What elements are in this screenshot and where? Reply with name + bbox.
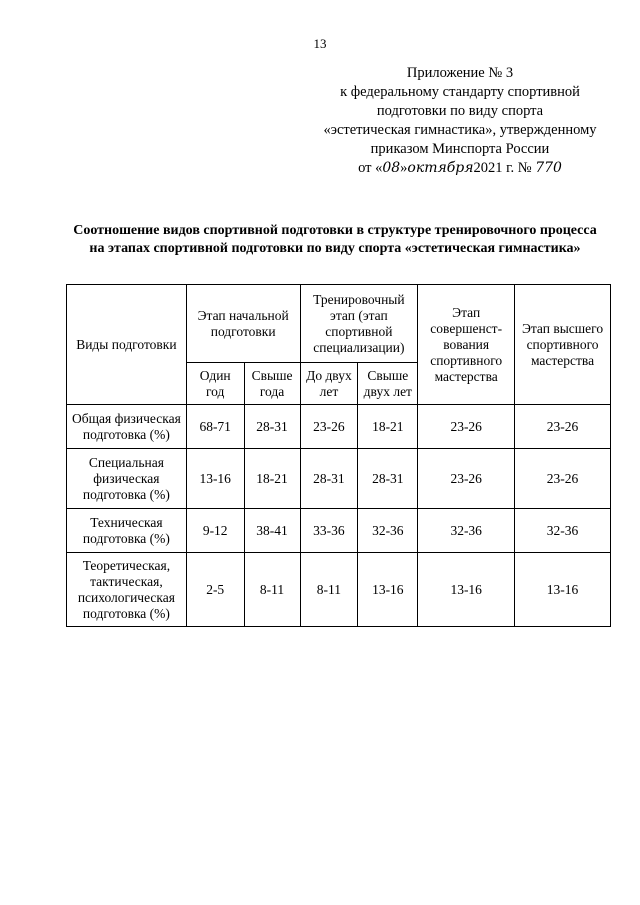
table-cell: 23-26 — [418, 449, 515, 509]
table-cell: 33-36 — [300, 509, 358, 553]
table-cell: 13-16 — [186, 449, 244, 509]
appendix-line-4: приказом Минспорта России — [370, 141, 550, 157]
table-cell: 13-16 — [515, 553, 611, 627]
table-row — [67, 509, 611, 553]
table-cell: 32-36 — [515, 509, 611, 553]
header-stage-training: Тренировочный этап (этап спортивной специализации) — [300, 285, 418, 363]
table-cell: 32-36 — [418, 509, 515, 553]
table-cell: 23-26 — [418, 405, 515, 449]
appendix-line-3: «эстетическая гимнастика», утвержденному — [323, 122, 597, 138]
header-stage-initial: Этап начальной подготовки — [186, 285, 300, 363]
table-cell: 8-11 — [300, 553, 358, 627]
table-cell: 32-36 — [358, 509, 418, 553]
table-cell: 23-26 — [515, 449, 611, 509]
date-year: 2021 г. № — [473, 160, 532, 176]
appendix-line-2: подготовки по виду спорта — [376, 103, 544, 119]
header-stage-improvement: Этап совершенст-вования спортивного мастерства — [418, 285, 515, 405]
date-mid: » — [400, 160, 408, 176]
table-cell: 38-41 — [244, 509, 300, 553]
table-cell: 23-26 — [300, 405, 358, 449]
table-row — [67, 449, 611, 509]
table-cell: 9-12 — [186, 509, 244, 553]
appendix-title: Приложение № 3 — [406, 65, 514, 81]
table-cell: 8-11 — [244, 553, 300, 627]
header-types: Виды подготовки — [67, 285, 187, 405]
table-cell: 18-21 — [358, 405, 418, 449]
subheader-over-two: Свыше двух лет — [358, 363, 418, 405]
date-day: 08 — [382, 160, 401, 176]
row-label: Общая физическая подготовка (%) — [67, 405, 187, 449]
table-cell: 28-31 — [358, 449, 418, 509]
table-cell: 18-21 — [244, 449, 300, 509]
table-row — [67, 405, 611, 449]
date-prefix: от « — [358, 160, 383, 176]
row-label: Техническая подготовка (%) — [67, 509, 187, 553]
row-label: Специальная физическая подготовка (%) — [67, 449, 187, 509]
appendix-header — [300, 64, 620, 178]
table-row — [67, 553, 611, 627]
document-title: Соотношение видов спортивной подготовки в структуре тренировочного процесса на этапах спортивной подготовки по виду спорта «эстетическая гимнастика» — [73, 223, 597, 256]
table-cell: 2-5 — [186, 553, 244, 627]
date-month: октября — [407, 160, 474, 176]
page-number: 13 — [313, 36, 327, 51]
appendix-line-1: к федеральному стандарту спортивной — [340, 84, 580, 100]
subheader-over-year: Свыше года — [244, 363, 300, 405]
training-ratio-table — [66, 284, 611, 627]
table-cell: 13-16 — [358, 553, 418, 627]
header-stage-higher: Этап высшего спортивного мастерства — [515, 285, 611, 405]
subheader-up-to-two: До двух лет — [300, 363, 358, 405]
table-cell: 13-16 — [418, 553, 515, 627]
table-cell: 68-71 — [186, 405, 244, 449]
appendix-date-line — [300, 159, 620, 178]
table-cell: 28-31 — [300, 449, 358, 509]
table-cell: 23-26 — [515, 405, 611, 449]
row-label: Теоретическая, тактическая, психологическая подготовка (%) — [67, 553, 187, 627]
subheader-one-year: Один год — [186, 363, 244, 405]
date-number: 770 — [535, 160, 562, 176]
table-cell: 28-31 — [244, 405, 300, 449]
